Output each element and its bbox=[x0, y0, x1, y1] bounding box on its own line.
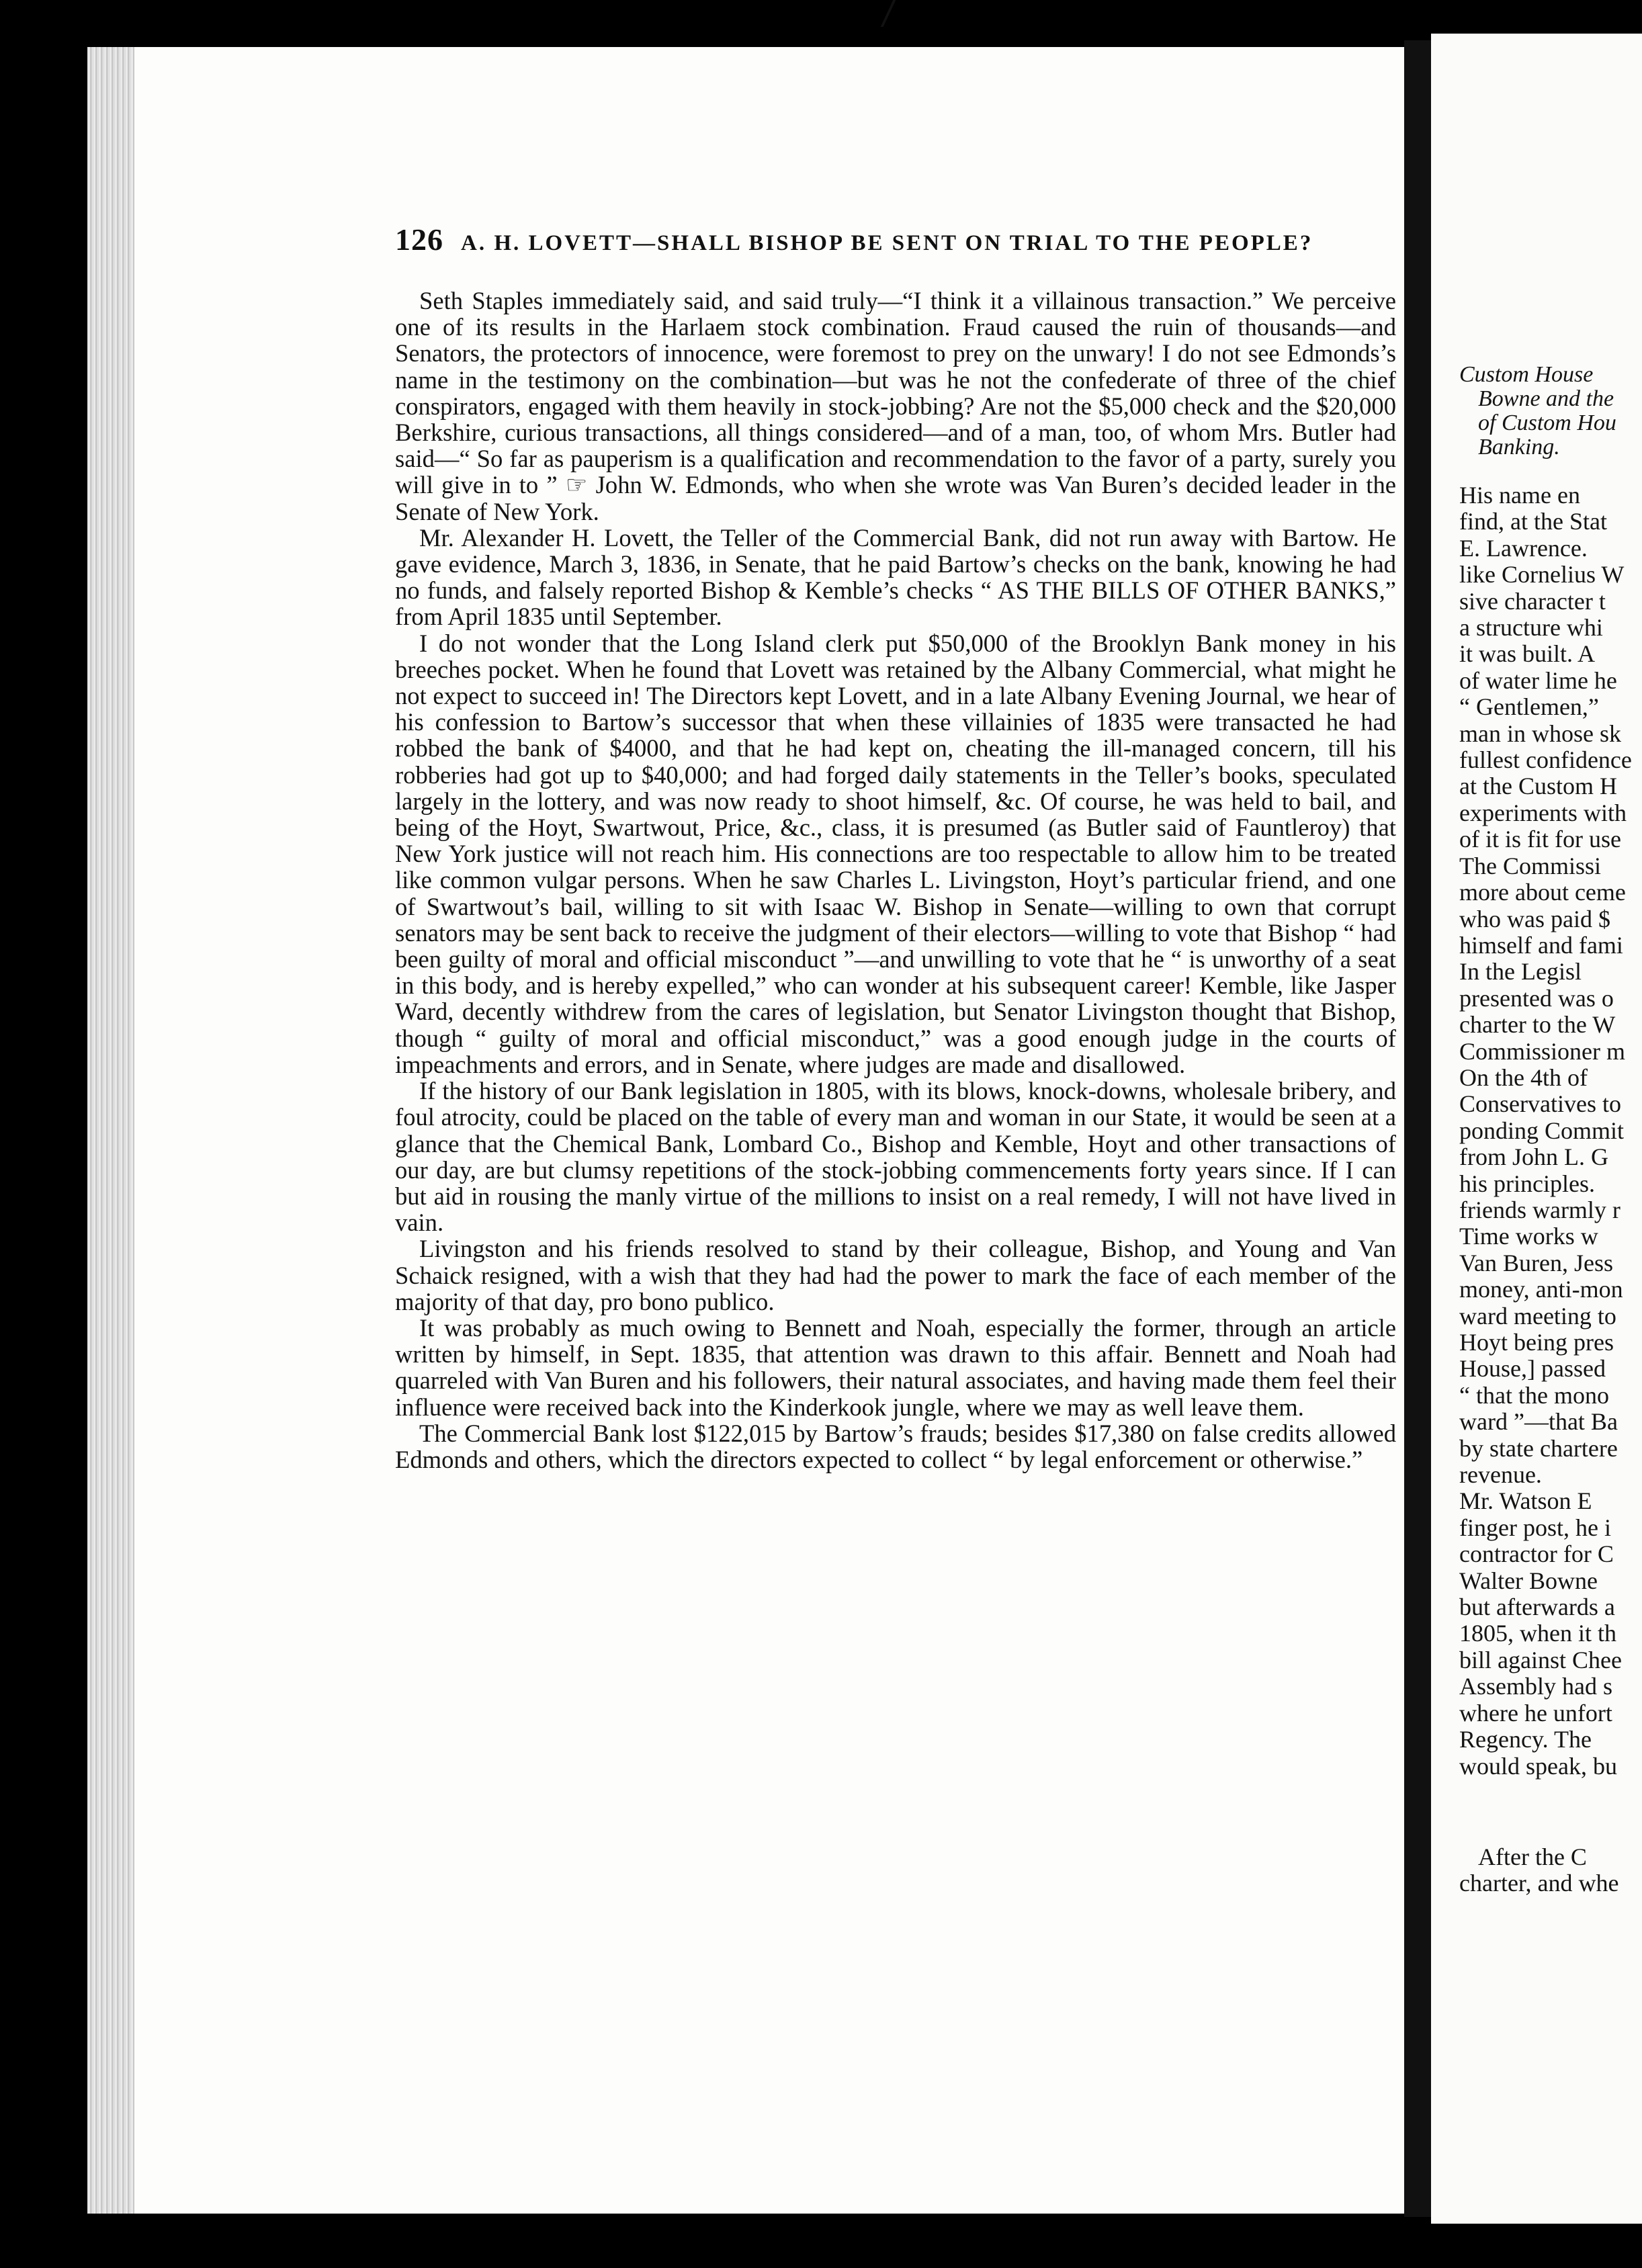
right-line: Walter Bowne bbox=[1459, 1567, 1598, 1594]
right-line: sive character t bbox=[1459, 587, 1606, 615]
right-line: man in whose sk bbox=[1459, 719, 1621, 747]
right-line: Time works w bbox=[1459, 1223, 1598, 1250]
right-line: finger post, he i bbox=[1459, 1514, 1611, 1541]
right-line: On the 4th of bbox=[1459, 1063, 1588, 1091]
page-stack-edge bbox=[87, 47, 134, 2214]
right-line: Commissioner m bbox=[1459, 1037, 1626, 1065]
right-line: In the Legisl bbox=[1459, 958, 1582, 986]
right-line: like Cornelius W bbox=[1459, 561, 1625, 588]
right-line: “ that the mono bbox=[1459, 1381, 1609, 1409]
right-line: from John L. G bbox=[1459, 1143, 1608, 1171]
right-line: 1805, when it th bbox=[1459, 1620, 1616, 1647]
right-line: The Commissi bbox=[1459, 852, 1602, 879]
right-line: friends warmly r bbox=[1459, 1196, 1621, 1223]
right-tail-line: After the C bbox=[1478, 1843, 1587, 1870]
right-line: find, at the Stat bbox=[1459, 508, 1607, 535]
right-line: His name en bbox=[1459, 482, 1580, 509]
right-line: Conservatives to bbox=[1459, 1090, 1621, 1118]
right-line: fullest confidence bbox=[1459, 746, 1632, 774]
main-text-column bbox=[395, 288, 1396, 1473]
right-line: bill against Chee bbox=[1459, 1646, 1622, 1673]
right-line: by state chartere bbox=[1459, 1434, 1618, 1462]
right-tail-line: charter, and whe bbox=[1459, 1870, 1619, 1897]
right-line: revenue. bbox=[1459, 1461, 1542, 1489]
right-line: ward meeting to bbox=[1459, 1302, 1616, 1329]
right-line: money, anti-mon bbox=[1459, 1276, 1623, 1303]
right-line: who was paid $ bbox=[1459, 905, 1610, 932]
right-line: it was built. A bbox=[1459, 640, 1596, 668]
right-line: Hoyt being pres bbox=[1459, 1329, 1614, 1356]
right-line: of it is fit for use bbox=[1459, 826, 1621, 853]
right-line: where he unfort bbox=[1459, 1699, 1612, 1727]
right-line: more about ceme bbox=[1459, 879, 1626, 906]
paragraph: The Commercial Bank lost $122,015 by Bartow’s frauds; besides $17,380 on false credits allowed Edmonds and others, which the directors expected to collect “ by legal enforcement or otherwise.” bbox=[395, 1419, 1396, 1473]
right-line: himself and fami bbox=[1459, 931, 1623, 959]
right-line: would speak, bu bbox=[1459, 1752, 1617, 1780]
paragraph: Seth Staples immediately said, and said truly—“I think it a villainous transaction.” We perceive one of its results in the Harlaem stock combination. Fraud caused the ruin of thousands—and Senators, the protectors of innocence, were foremost to prey on the unwary! I do not see Edmonds’s name in the testimony on the combination—but was he not the confederate of three of the chief conspirators, engaged with them heavily in stock-jobbing? Are not the $5,000 check and the $20,000 Berkshire, curious transactions, all things considered—and of a man, too, of whom Mrs. Butler had said—“ So far as pauperism is a qualification and recommendation to the favor of a party, surely you will give in to ” ☞ John W. Edmonds, who when she wrote was Van Buren’s decided leader in the Senate of New York. bbox=[395, 287, 1396, 525]
ink-mark bbox=[867, 0, 896, 27]
paragraph: Mr. Alexander H. Lovett, the Teller of the Commercial Bank, did not run away with Bartow. He gave evidence, March 3, 1836, in Senate, that he paid Bartow’s checks on the bank, knowing he had no funds, and falsely reported Bishop & Kemble’s checks “ AS THE BILLS OF OTHER BANKS,” from April 1835 until September. bbox=[395, 523, 1396, 631]
right-line: presented was o bbox=[1459, 984, 1614, 1012]
right-line: of water lime he bbox=[1459, 666, 1617, 694]
right-line: ward ”—that Ba bbox=[1459, 1408, 1618, 1436]
right-caption-line: Banking. bbox=[1478, 435, 1560, 460]
right-line: Van Buren, Jess bbox=[1459, 1249, 1613, 1276]
right-line-list bbox=[1459, 482, 1642, 1780]
right-line: “ Gentlemen,” bbox=[1459, 693, 1599, 721]
running-header bbox=[395, 222, 1363, 262]
right-line: Mr. Watson E bbox=[1459, 1487, 1592, 1515]
paragraph: If the history of our Bank legislation in 1805, with its blows, knock-downs, wholesale bribery, and foul atrocity, could be placed on the table of every man and woman in our State, it would be seen at a glance that the Chemical Bank, Lombard Co., Bishop and Kemble, Hoyt and other transactions of our day, are but clumsy repetitions of the stock-jobbing commencements forty years since. If I can but aid in rousing the manly virtue of the millions to insist on a real remedy, I will not have lived in vain. bbox=[395, 1077, 1396, 1237]
right-caption-line: of Custom Hou bbox=[1478, 410, 1616, 435]
right-line: at the Custom H bbox=[1459, 773, 1617, 800]
right-line: contractor for C bbox=[1459, 1540, 1614, 1568]
paragraph: It was probably as much owing to Bennett and Noah, especially the former, through an article written by himself, in Sept. 1835, that attention was drawn to this affair. Bennett and Noah had quarreled with Van Buren and his followers, their natural associates, and having made them feel their influence were received back into the Kinderkook jungle, where we may as well leave them. bbox=[395, 1313, 1396, 1421]
running-title: A. H. LOVETT—SHALL BISHOP BE SENT ON TRIAL TO THE PEOPLE? bbox=[461, 231, 1313, 255]
page-number: 126 bbox=[395, 222, 443, 257]
right-line: E. Lawrence. bbox=[1459, 534, 1588, 562]
right-page-text bbox=[1459, 363, 1642, 1897]
right-line: ponding Commit bbox=[1459, 1117, 1625, 1144]
right-line: House,] passed bbox=[1459, 1355, 1606, 1383]
paragraph: Livingston and his friends resolved to stand by their colleague, Bishop, and Young and Van Schaick resigned, with a wish that they had had the power to mark the face of each member of the majority of that day, pro bono publico. bbox=[395, 1235, 1396, 1315]
right-line: a structure whi bbox=[1459, 614, 1603, 642]
right-line: charter to the W bbox=[1459, 1011, 1616, 1039]
right-line: his principles. bbox=[1459, 1170, 1595, 1197]
right-line: Regency. The bbox=[1459, 1726, 1592, 1753]
right-line: Assembly had s bbox=[1459, 1673, 1612, 1700]
right-line: experiments with bbox=[1459, 799, 1627, 826]
paragraph: I do not wonder that the Long Island clerk put $50,000 of the Brooklyn Bank money in his breeches pocket. When he found that Lovett was retained by the Albany Commercial, what might he not expect to succeed in! The Directors kept Lovett, and in a late Albany Evening Journal, we hear of his confession to Bartow’s successor that when these villainies of 1835 were transacted he had robbed the bank of $4000, and that he had kept on, cheating the ill-managed concern, till his robberies had got up to $40,000; and had forged daily statements in the Teller’s books, speculated largely in the lottery, and was now ready to shoot himself, &c. Of course, he was held to bail, and being of the Hoyt, Swartwout, Price, &c., class, it is presumed (as Butler said of Fauntleroy) that New York justice will not reach him. His connections are too respectable to allow him to be treated like common vulgar persons. When he saw Charles L. Livingston, Hoyt’s particular friend, and one of Swartwout’s bail, willing to sit with Isaac W. Bishop in Senate—willing to own that corrupt senators may be sent back to receive the judgment of their electors—willing to vote that Bishop “ had been guilty of moral and official misconduct ”—and unwilling to vote that he “ is unworthy of a seat in this body, and is hereby expelled,” who can wonder at his subsequent career! Kemble, like Jasper Ward, decently withdrew from the cares of legislation, but Senator Livingston thought that Bishop, though “ guilty of moral and official misconduct,” was a good enough judge in the courts of impeachments and errors, and in Senate, where judges are made and disallowed. bbox=[395, 629, 1396, 1078]
book-gutter bbox=[1404, 40, 1431, 2217]
right-caption-line: Custom House bbox=[1459, 362, 1594, 387]
right-caption-line: Bowne and the bbox=[1478, 386, 1614, 411]
right-line: but afterwards a bbox=[1459, 1594, 1615, 1621]
